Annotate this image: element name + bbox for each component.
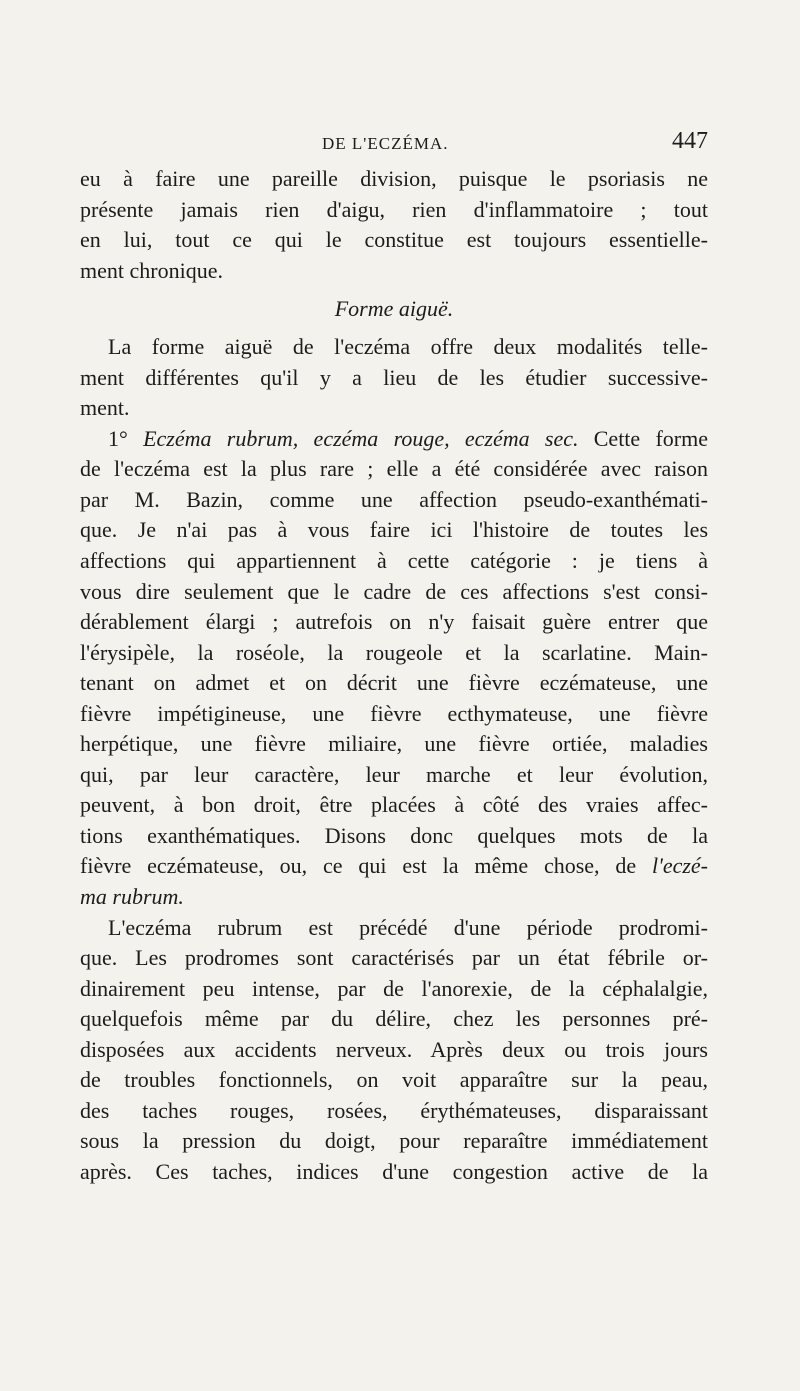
italic-term: Eczéma rubrum, eczéma rouge, eczéma sec.: [143, 425, 579, 451]
paragraph-1: [80, 164, 708, 286]
text-line: tenant on admet et on décrit une fièvre eczémateuse, une: [80, 670, 708, 696]
text-line: présente jamais rien d'aigu, rien d'inflammatoire ; tout: [80, 196, 708, 222]
text-line: de troubles fonctionnels, on voit apparaître sur la peau,: [80, 1067, 708, 1093]
text-line: que. Je n'ai pas à vous faire ici l'histoire de toutes les: [80, 517, 708, 543]
text-line: [80, 851, 708, 882]
text-line: La forme aiguë de l'eczéma offre deux modalités telle-: [108, 334, 708, 360]
running-head: [80, 128, 708, 164]
text-line: [80, 424, 708, 455]
text-span: fièvre eczémateuse, ou, ce qui est la même chose, de: [80, 853, 652, 879]
text-line: après. Ces taches, indices d'une congestion active de la: [80, 1158, 708, 1184]
text-line: l'érysipèle, la roséole, la rougeole et la scarlatine. Main-: [80, 639, 708, 665]
text-line: que. Les prodromes sont caractérisés par un état fébrile or-: [80, 945, 708, 971]
text-line: disposées aux accidents nerveux. Après deux ou trois jours: [80, 1036, 708, 1062]
text-line: eu à faire une pareille division, puisque le psoriasis ne: [80, 166, 708, 191]
text-line: dérablement élargi ; autrefois on n'y faisait guère entrer que: [80, 609, 708, 635]
text-line: fièvre impétigineuse, une fièvre ecthymateuse, une fièvre: [80, 700, 708, 726]
text-span: Cette forme: [578, 425, 708, 451]
text-line: ment.: [80, 395, 130, 421]
text-line: dinairement peu intense, par de l'anorexie, de la céphalalgie,: [80, 975, 708, 1001]
page-number: 447: [672, 128, 708, 154]
text-line: quelquefois même par du délire, chez les personnes pré-: [80, 1006, 708, 1032]
text-line: ment chronique.: [80, 257, 223, 283]
section-heading: Forme aiguë.: [334, 296, 454, 322]
running-title: DE L'ECZÉMA.: [322, 134, 449, 153]
paragraph-4: [80, 913, 708, 1188]
text-line: sous la pression du doigt, pour reparaître immédiatement: [80, 1128, 708, 1154]
text-line: des taches rouges, rosées, érythémateuses, disparaissant: [80, 1097, 708, 1123]
text-line: affections qui appartiennent à cette catégorie : je tiens à: [80, 548, 708, 574]
text-line: herpétique, une fièvre miliaire, une fièvre ortiée, maladies: [80, 731, 708, 757]
book-page: [80, 128, 708, 1188]
text-line: de l'eczéma est la plus rare ; elle a été considérée avec raison: [80, 456, 708, 482]
text-line: qui, par leur caractère, leur marche et leur évolution,: [80, 761, 708, 787]
paragraph-3: [80, 424, 708, 913]
text-line: en lui, tout ce qui le constitue est toujours essentielle-: [80, 227, 708, 253]
list-marker: 1°: [108, 425, 144, 451]
text-line: peuvent, à bon droit, être placées à côté des vraies affec-: [80, 792, 708, 818]
text-line: ment différentes qu'il y a lieu de les étudier successive-: [80, 364, 708, 390]
text-line: L'eczéma rubrum est précédé d'une période prodromi-: [108, 914, 708, 940]
italic-term: l'eczé-: [652, 853, 708, 879]
text-line: par M. Bazin, comme une affection pseudo-exanthémati-: [80, 486, 708, 512]
text-line: vous dire seulement que le cadre de ces affections s'est consi-: [80, 578, 708, 604]
paragraph-2: [80, 332, 708, 424]
text-line: tions exanthématiques. Disons donc quelques mots de la: [80, 822, 708, 848]
text-line: ma rubrum.: [80, 884, 184, 910]
